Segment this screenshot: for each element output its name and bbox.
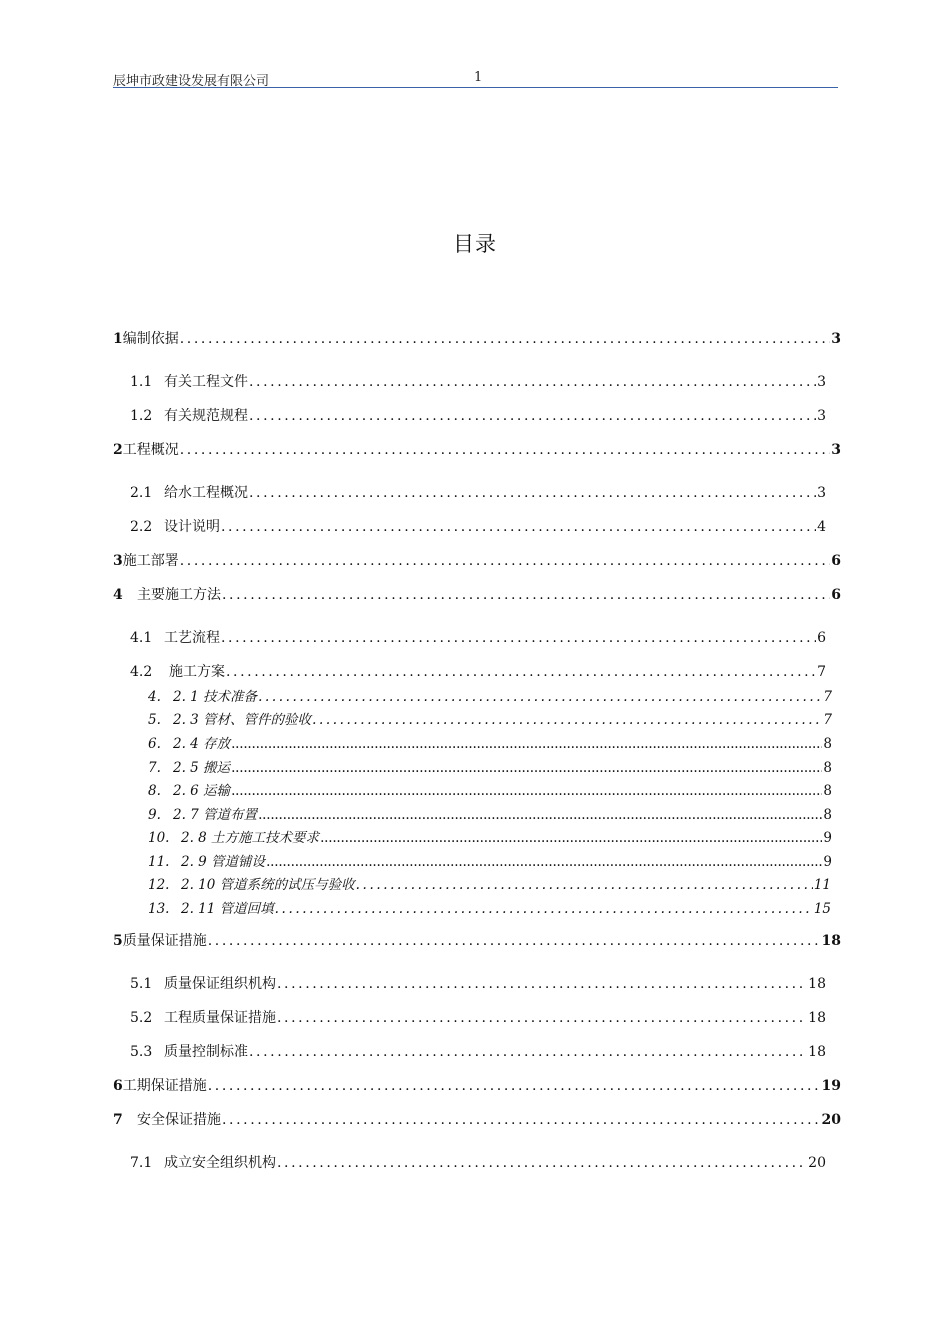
toc-entry-title: 施工部署 xyxy=(122,553,179,569)
toc-entry[interactable] xyxy=(113,439,841,459)
toc-entry[interactable] xyxy=(113,550,841,570)
toc-entry-page: 3 xyxy=(817,408,826,424)
toc-entry-number: 10. xyxy=(148,830,170,846)
toc-entry-number: 6 xyxy=(113,1078,123,1094)
toc-dot-leader xyxy=(277,1155,807,1171)
toc-entry-page: 20 xyxy=(808,1155,826,1171)
toc-entry[interactable] xyxy=(130,1007,826,1027)
toc-dot-leader xyxy=(249,1044,807,1060)
toc-entry[interactable] xyxy=(130,1152,826,1172)
toc-entry[interactable] xyxy=(113,584,841,604)
toc-dot-leader xyxy=(231,736,822,752)
toc-dot-leader xyxy=(356,877,813,893)
toc-entry-page: 6 xyxy=(817,630,826,646)
toc-dot-leader xyxy=(221,519,816,535)
toc-entry[interactable] xyxy=(148,850,832,870)
toc-entry-title: 2. 7 管道布置 xyxy=(173,807,258,823)
toc-entry-page: 7 xyxy=(823,689,832,705)
toc-entry-page: 11 xyxy=(813,877,831,893)
toc-entry-number: 4 xyxy=(113,587,123,603)
toc-entry-title: 施工方案 xyxy=(169,664,225,680)
toc-entry-title: 有关规范规程 xyxy=(164,408,248,424)
toc-entry[interactable] xyxy=(148,826,832,846)
header-company-name: 辰坤市政建设发展有限公司 xyxy=(113,74,270,89)
toc-dot-leader xyxy=(266,854,822,870)
toc-entry-title: 工艺流程 xyxy=(164,630,220,646)
toc-entry-page: 7 xyxy=(823,712,832,728)
toc-dot-leader xyxy=(275,901,813,917)
toc-entry-title: 工程质量保证措施 xyxy=(164,1010,276,1026)
toc-entry-page: 20 xyxy=(821,1112,841,1128)
toc-entry-number: 2 xyxy=(113,442,123,458)
toc-entry-title: 2. 9 管道铺设 xyxy=(181,854,266,870)
toc-entry-title: 质量控制标准 xyxy=(164,1044,248,1060)
toc-dot-leader xyxy=(320,830,822,846)
toc-dot-leader xyxy=(221,630,816,646)
toc-entry-title: 工程概况 xyxy=(122,442,179,458)
toc-entry-number: 7.1 xyxy=(130,1155,153,1171)
toc-dot-leader xyxy=(249,485,816,501)
toc-entry-number: 11. xyxy=(148,854,170,870)
toc-entry[interactable] xyxy=(148,756,832,776)
toc-entry-title: 2. 8 土方施工技术要求 xyxy=(181,830,320,846)
toc-entry-page: 9 xyxy=(823,854,832,870)
toc-entry-page: 3 xyxy=(817,485,826,501)
toc-entry-title: 2. 4 存放 xyxy=(173,736,231,752)
toc-entry[interactable] xyxy=(130,973,826,993)
toc-entry-title: 2. 6 运输 xyxy=(173,783,231,799)
toc-entry-page: 8 xyxy=(823,807,832,823)
toc-entry-title: 有关工程文件 xyxy=(164,374,248,390)
toc-entry-number: 5.1 xyxy=(130,976,153,992)
toc-entry-page: 3 xyxy=(831,442,841,458)
toc-entry-number: 5.3 xyxy=(130,1044,153,1060)
toc-entry[interactable] xyxy=(130,482,826,502)
toc-entry-page: 6 xyxy=(831,587,841,603)
toc-entry[interactable] xyxy=(148,708,832,728)
toc-entry-number: 13. xyxy=(148,901,170,917)
toc-entry-page: 6 xyxy=(831,553,841,569)
toc-entry-number: 5 xyxy=(113,933,123,949)
toc-dot-leader xyxy=(249,408,816,424)
toc-entry-title: 工期保证措施 xyxy=(122,1078,207,1094)
toc-entry[interactable] xyxy=(113,1075,841,1095)
toc-dot-leader xyxy=(258,807,822,823)
toc-entry-number: 6. xyxy=(148,736,161,752)
toc-entry[interactable] xyxy=(148,685,832,705)
toc-dot-leader xyxy=(231,760,822,776)
header-page-number: 1 xyxy=(474,70,483,85)
toc-entry-number: 12. xyxy=(148,877,170,893)
toc-entry[interactable] xyxy=(113,328,841,348)
toc-entry-page: 18 xyxy=(821,933,841,949)
toc-entry[interactable] xyxy=(148,732,832,752)
toc-dot-leader xyxy=(312,712,822,728)
toc-entry-page: 18 xyxy=(808,1044,826,1060)
toc-entry-page: 18 xyxy=(808,976,826,992)
toc-entry-number: 7 xyxy=(113,1112,123,1128)
toc-entry-number: 2.1 xyxy=(130,485,153,501)
toc-entry-page: 7 xyxy=(817,664,826,680)
toc-entry-number: 4. xyxy=(148,689,161,705)
toc-dot-leader xyxy=(226,664,816,680)
toc-dot-leader xyxy=(180,331,831,347)
toc-entry-title: 编制依据 xyxy=(122,331,179,347)
toc-entry-page: 8 xyxy=(823,736,832,752)
toc-entry-page: 3 xyxy=(817,374,826,390)
toc-dot-leader xyxy=(258,689,822,705)
toc-entry-title: 质量保证组织机构 xyxy=(164,976,276,992)
toc-entry-page: 3 xyxy=(831,331,841,347)
toc-entry[interactable] xyxy=(130,1041,826,1061)
toc-entry-title: 2. 11 管道回填 xyxy=(181,901,274,917)
toc-entry-page: 15 xyxy=(813,901,831,917)
toc-entry-page: 9 xyxy=(823,830,832,846)
toc-entry-number: 4.1 xyxy=(130,630,153,646)
toc-dot-leader xyxy=(208,1078,821,1094)
toc-entry-number: 7. xyxy=(148,760,161,776)
toc-entry[interactable] xyxy=(113,930,841,950)
toc-entry-title: 给水工程概况 xyxy=(164,485,248,501)
toc-entry[interactable] xyxy=(130,405,826,425)
toc-dot-leader xyxy=(249,374,816,390)
toc-entry-title: 质量保证措施 xyxy=(122,933,207,949)
toc-dot-leader xyxy=(180,442,831,458)
toc-entry-page: 4 xyxy=(817,519,826,535)
toc-entry-number: 5.2 xyxy=(130,1010,153,1026)
toc-entry-title: 2. 1 技术准备 xyxy=(173,689,258,705)
toc-dot-leader xyxy=(231,783,822,799)
toc-entry-title: 2. 10 管道系统的试压与验收 xyxy=(181,877,355,893)
toc-entry[interactable] xyxy=(148,779,832,799)
toc-dot-leader xyxy=(222,587,830,603)
toc-entry-number: 1.1 xyxy=(130,374,153,390)
toc-entry[interactable] xyxy=(113,1109,841,1129)
toc-dot-leader xyxy=(277,976,807,992)
toc-entry[interactable] xyxy=(130,516,826,536)
toc-entry-page: 19 xyxy=(821,1078,841,1094)
toc-entry-number: 9. xyxy=(148,807,161,823)
toc-entry[interactable] xyxy=(148,873,831,893)
toc-dot-leader xyxy=(277,1010,807,1026)
toc-entry[interactable] xyxy=(148,897,831,917)
toc-entry-number: 1 xyxy=(113,331,123,347)
toc-entry-page: 8 xyxy=(823,760,832,776)
toc-dot-leader xyxy=(208,933,821,949)
toc-dot-leader xyxy=(180,553,831,569)
toc-entry-title: 成立安全组织机构 xyxy=(164,1155,276,1171)
toc-entry-number: 5. xyxy=(148,712,161,728)
toc-entry-title: 2. 5 搬运 xyxy=(173,760,231,776)
toc-entry[interactable] xyxy=(130,627,826,647)
toc-entry-title: 主要施工方法 xyxy=(137,587,221,603)
toc-entry-title: 设计说明 xyxy=(164,519,220,535)
page-title: 目录 xyxy=(453,232,497,256)
toc-entry-number: 1.2 xyxy=(130,408,153,424)
toc-entry[interactable] xyxy=(130,371,826,391)
toc-entry[interactable] xyxy=(148,803,832,823)
toc-entry-number: 2.2 xyxy=(130,519,153,535)
toc-entry-page: 18 xyxy=(808,1010,826,1026)
toc-entry-number: 8. xyxy=(148,783,161,799)
toc-entry-number: 4.2 xyxy=(130,664,153,680)
toc-entry-title: 安全保证措施 xyxy=(137,1112,221,1128)
toc-entry-page: 8 xyxy=(823,783,832,799)
toc-entry-title: 2. 3 管材、管件的验收 xyxy=(173,712,312,728)
toc-entry[interactable] xyxy=(130,661,826,681)
toc-dot-leader xyxy=(222,1112,821,1128)
toc-entry-number: 3 xyxy=(113,553,123,569)
